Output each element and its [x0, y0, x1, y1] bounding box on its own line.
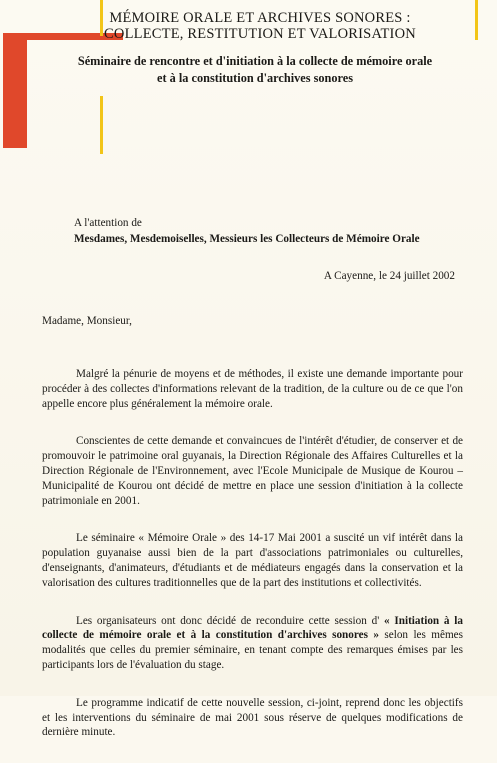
addressee-recipients: Mesdames, Mesdemoiselles, Messieurs les Collecteurs de Mémoire Orale [74, 233, 420, 245]
date-line: A Cayenne, le 24 juillet 2002 [323, 270, 455, 282]
red-corner-accent [3, 33, 27, 148]
paragraph-4-tail: selon les mêmes modalités que celles du premier séminaire, en tenant compte des remarques émises par les participants lors de l'évaluation du stage. [42, 629, 463, 671]
letter-body [42, 367, 463, 763]
letterhead-subtitle [20, 53, 490, 87]
paragraph-1: Malgré la pénurie de moyens et de méthodes, il existe une demande importante pour procéder à des collectes d'informations relevant de la tradition, de la culture ou de ce que l'on appelle encore plus généralement la mémoire orale. [42, 368, 463, 410]
paragraph-4-lead: Les organisateurs ont donc décidé de reconduire cette session d' [76, 614, 385, 627]
salutation: Madame, Monsieur, [42, 315, 132, 327]
letterhead-title [30, 10, 490, 42]
letterhead-title-line1: MÉMOIRE ORALE ET ARCHIVES SONORES : [109, 10, 411, 26]
paragraph-2: Conscientes de cette demande et convaincues de l'intérêt d'étudier, de conserver et de promouvoir le patrimoine oral guyanais, la Direction Régionale des Affaires Culturelles et la Direction Régionale de l'Environnement, avec l'Ecole Municipale de Musique de Kourou – Municipalité de Kourou ont décidé de mettre en place une session d'initiation à la collecte patrimoniale en 2001. [42, 435, 463, 507]
addressee-block [74, 215, 484, 247]
yellow-rule-vertical [100, 96, 103, 154]
paragraph-3: Le séminaire « Mémoire Orale » des 14-17 Mai 2001 a suscité un vif intérêt dans la population guyanaise aussi bien de la part d'associations patrimoniales ou culturelles, d'enseignants, d'animateurs, d'étudiants et de médiateurs engagés dans la conservation et la valorisation des cultures traditionnelles que de la part des institutions et collectivités. [42, 532, 463, 589]
paragraph-4 [42, 614, 463, 673]
addressee-attention: A l'attention de [74, 217, 142, 229]
letterhead-title-line2: COLLECTE, RESTITUTION ET VALORISATION [104, 26, 416, 42]
letterhead-subtitle-line1: Séminaire de rencontre et d'initiation à la collecte de mémoire orale [77, 54, 433, 68]
letterhead-subtitle-line2: et à la constitution d'archives sonores [157, 71, 353, 85]
paragraph-5: Le programme indicatif de cette nouvelle session, ci-joint, reprend donc les objectifs et les interventions du séminaire de mai 2001 sous réserve de quelques modifications de dernière minute. [42, 696, 463, 739]
paragraph-4-session-title: « Initiation à la collecte de mémoire orale et à la constitution d'archives sonores » [42, 614, 463, 642]
